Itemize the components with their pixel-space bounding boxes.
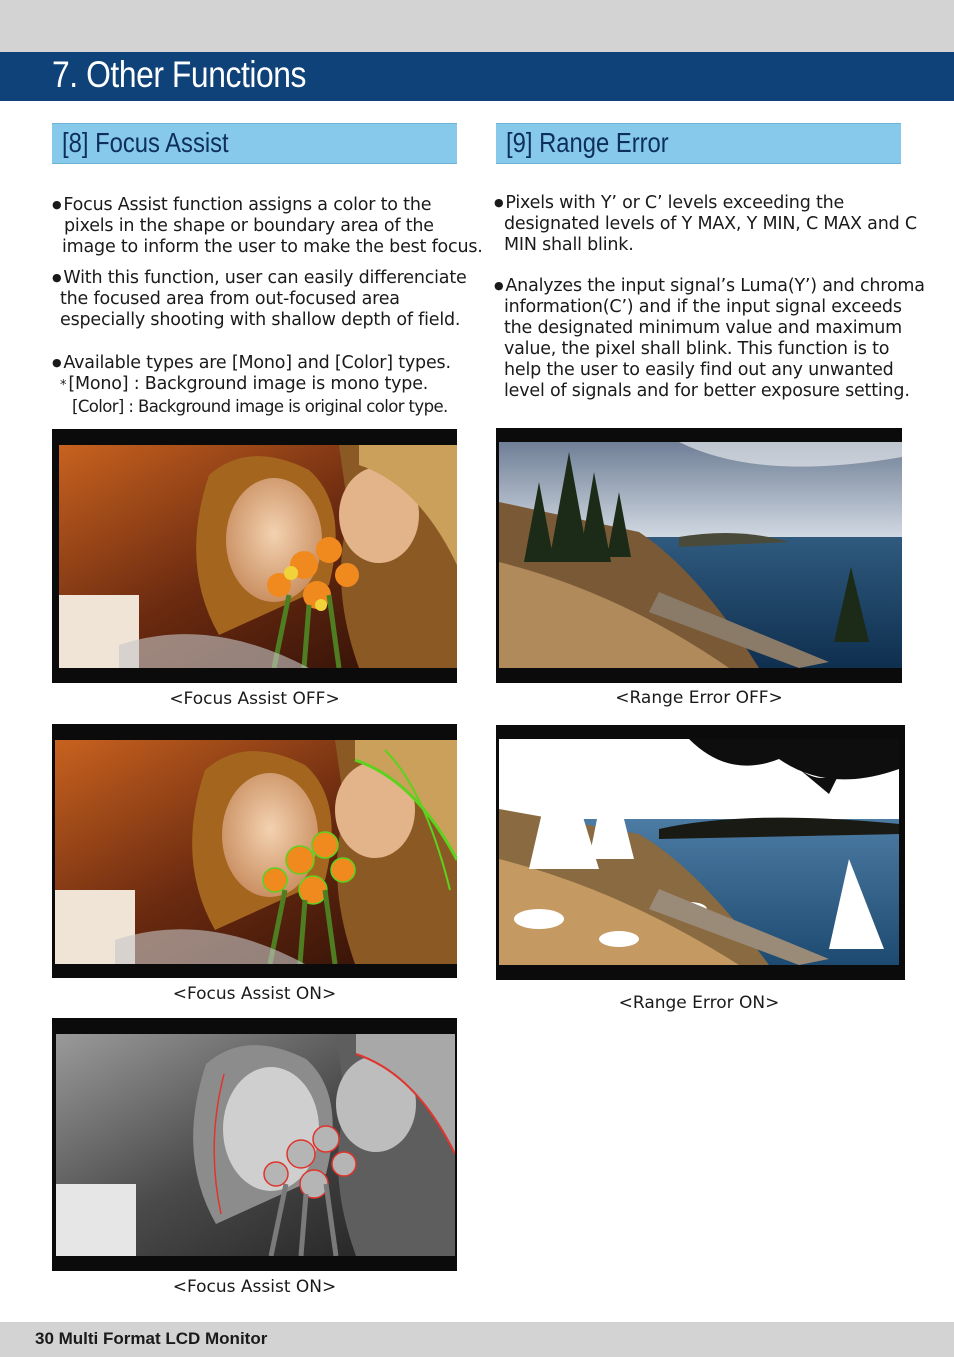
range-error-heading: [9] Range Error xyxy=(506,127,669,158)
range-error-on-photo xyxy=(496,725,905,980)
top-strip xyxy=(0,0,954,52)
focus-assist-on-color-caption: <Focus Assist ON> xyxy=(172,984,337,1004)
range-error-heading-bar xyxy=(496,123,901,164)
focus-assist-on-mono-illustration xyxy=(56,1034,455,1256)
focus-assist-on-mono-photo xyxy=(52,1018,457,1271)
bullet-icon: ● xyxy=(52,198,62,211)
focus-assist-on-color-photo xyxy=(52,724,457,978)
focus-assist-heading: [8] Focus Assist xyxy=(62,127,229,158)
page-title: 7. Other Functions xyxy=(52,54,307,95)
focus-assist-paragraph-3: ● Available types are [Mono] and [Color] types. * [Mono] : Background image is mono type. [Color] : Background image is original color type. xyxy=(52,353,451,416)
footer xyxy=(0,1322,954,1357)
bullet-icon: ● xyxy=(494,196,504,209)
footer-page-label: 30 Multi Format LCD Monitor xyxy=(35,1329,268,1348)
focus-assist-off-caption: <Focus Assist OFF> xyxy=(169,689,340,709)
focus-assist-on-color-illustration xyxy=(55,740,457,964)
bullet-icon: ● xyxy=(494,279,504,292)
range-error-paragraph-2: ● Analyzes the input signal’s Luma(Y’) and chroma information(C’) and if the input signal exceeds the designated minimum value and maximum value, the pixel shall blink. This function is to help the user to easily find out any unwanted level of signals and for better exposure setting. xyxy=(494,276,925,401)
asterisk-icon: * xyxy=(60,378,67,393)
range-error-on-caption: <Range Error ON> xyxy=(618,993,780,1013)
range-error-paragraph-1: ● Pixels with Y’ or C’ levels exceeding the designated levels of Y MAX, Y MIN, C MAX and C MIN shall blink. xyxy=(494,193,917,255)
focus-assist-paragraph-2: ● With this function, user can easily differenciate the focused area from out-focused area especially shooting with shallow depth of field. xyxy=(52,268,467,330)
range-error-on-illustration xyxy=(499,739,899,965)
range-error-off-photo xyxy=(496,428,902,683)
bullet-icon: ● xyxy=(52,356,62,369)
focus-assist-heading-bar xyxy=(52,123,457,164)
focus-assist-paragraph-1: ● Focus Assist function assigns a color to the pixels in the shape or boundary area of the image to inform the user to make the best focus. xyxy=(52,195,483,257)
focus-assist-off-illustration xyxy=(59,445,457,668)
focus-assist-on-mono-caption: <Focus Assist ON> xyxy=(172,1277,337,1297)
focus-assist-off-photo xyxy=(52,429,457,683)
bullet-icon: ● xyxy=(52,271,62,284)
range-error-off-caption: <Range Error OFF> xyxy=(615,688,783,708)
range-error-off-illustration xyxy=(499,442,902,668)
